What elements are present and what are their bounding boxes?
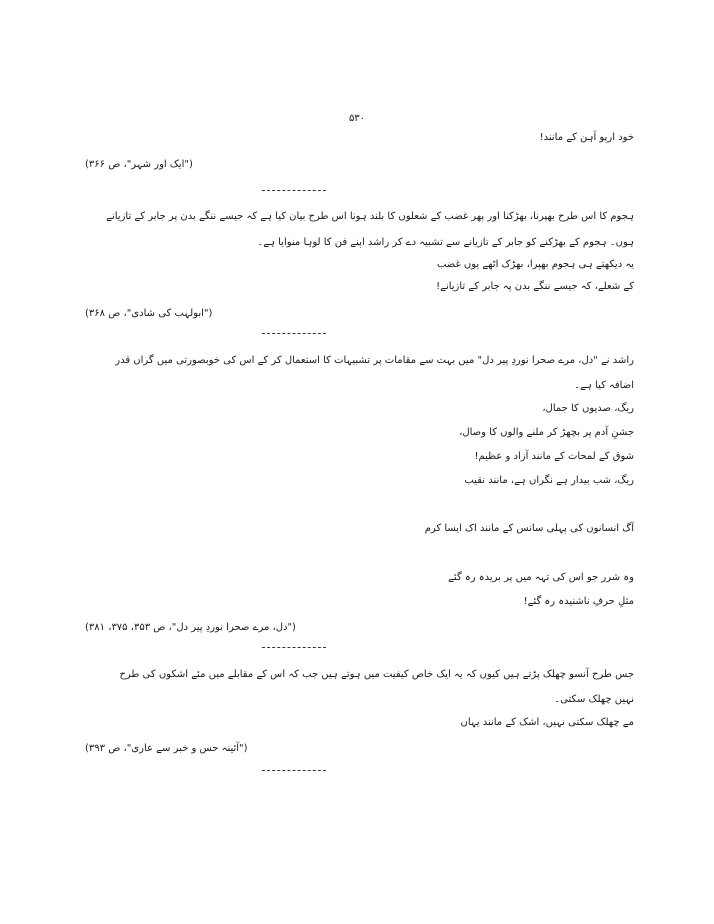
section3-verse-line-1: ریگ، صدیوں کا جمال، [542,403,634,414]
quote1-reference: ("ایک اور شہر"، ص ۳۶۶) [85,159,193,170]
section2-reference: ("ابولہب کی شادی"، ص ۳۶۸) [85,308,213,319]
section3-prose-line-2: اضافہ کیا ہے۔ [574,380,634,391]
section4-reference: ("آئینہ حس و خبر سے عاری"، ص ۳۹۳) [85,743,248,754]
separator-3 [262,647,326,648]
section3-verse-line-3: شوق کے لمحات کے مانند آزاد و عظیم! [474,451,634,462]
section3-verse2-line-1: آگ انسانوں کی پہلی سانس کے مانند اک ایسا کرم [424,523,634,534]
section2-prose-line-1: ہجوم کا اس طرح بھپرنا، بھڑکنا اور پھر غضب کے شعلوں کا بلند ہونا اس طرح بیان کیا ہے کہ جیسے ننگے بدن پر جابر کے تازیانے [106,211,634,222]
section2-prose-line-2: ہوں۔ ہجوم کے بھڑکنے کو جابر کے تازیانے سے تشبیہ دے کر راشد اپنے فن کا لوہا منوایا ہے۔ [257,237,634,248]
page-number: ۵۳۰ [348,113,366,124]
section2-verse-line-1: یہ دیکھتے ہی ہجوم بھپرا، بھڑک اٹھے یوں غضب [436,259,634,270]
section3-verse3-line-1: وہ شرر جو اس کی تہہ میں پر بریدہ رہ گئے [448,572,634,583]
section4-prose-line-2: نہیں چھلک سکتی۔ [554,694,634,705]
separator-2 [262,333,326,334]
section3-verse-line-2: جشنِ آدم پر بچھڑ کر ملنے والوں کا وصال، [459,427,634,438]
section3-verse-line-4: ریگ، شب بیدار ہے نگراں ہے، مانند نقیب [464,475,634,486]
section4-verse-line-1: مے چھلک سکتی نہیں، اشک کے مانند یہاں [460,717,634,728]
section3-reference: ("دل، مرے صحرا نوردِ پیر دل"، ص ۳۵۳، ۳۷۵، ۳۸۱) [85,622,296,633]
section3-prose-line-1: راشد نے "دل، مرے صحرا نوردِ پیر دل" میں بہت سے مقامات پر تشبیہات کا استعمال کر کے اس کی خوبصورتی میں گراں قدر [115,355,634,366]
quote1-line-1: خود ارپو آہن کے مانند! [539,132,634,143]
section3-verse3-line-2: مثلِ حرفِ ناشنیدہ رہ گئے! [523,596,634,607]
separator-4 [262,770,326,771]
section4-prose-line-1: جس طرح آنسو چھلک پڑتے ہیں کیوں کہ یہ ایک خاص کیفیت میں ہوتے ہیں جب کہ اس کے مقابلے میں مئے اشکوں کی طرح [119,669,634,680]
separator-1 [262,190,326,191]
section2-verse-line-2: کے شعلے، کہ جیسے ننگے بدن پہ جابر کے تازیانے! [436,281,634,292]
